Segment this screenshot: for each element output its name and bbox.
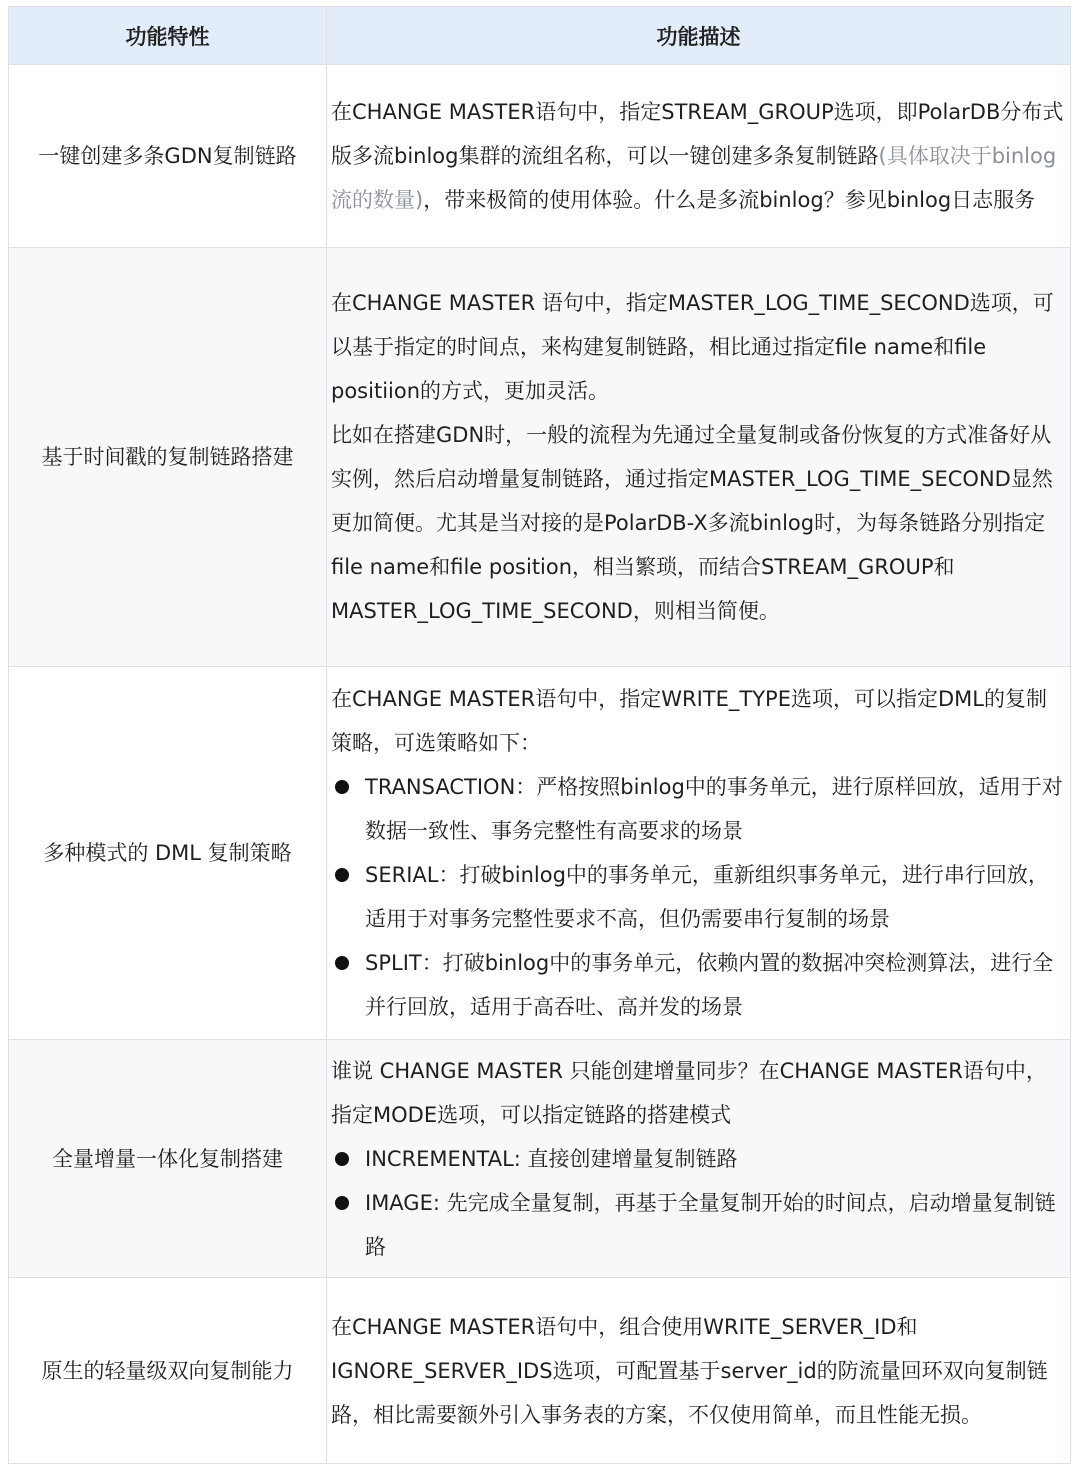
feature-description: 在CHANGE MASTER语句中，组合使用WRITE_SERVER_ID和IGNORE_SERVER_IDS选项，可配置基于server_id的防流量回环双向复制链路，相比需要额外引入事务表的方案，不仅使用简单，而且性能无损。 (327, 1278, 1071, 1464)
desc-intro: 谁说 CHANGE MASTER 只能创建增量同步？在CHANGE MASTER语句中，指定MODE选项，可以指定链路的搭建模式 (331, 1058, 1047, 1127)
bullet-icon (335, 1152, 349, 1166)
feature-name: 基于时间戳的复制链路搭建 (9, 248, 327, 667)
bullet-icon (335, 780, 349, 794)
header-description: 功能描述 (327, 7, 1071, 65)
feature-description (327, 667, 1071, 1040)
feature-name: 全量增量一体化复制搭建 (9, 1040, 327, 1278)
desc-paragraph: 在CHANGE MASTER 语句中，指定MASTER_LOG_TIME_SECOND选项，可以基于指定的时间点，来构建复制链路，相比通过指定file name和file positiion的方式，更加灵活。 (331, 291, 1054, 403)
desc-intro: 在CHANGE MASTER语句中，指定WRITE_TYPE选项，可以指定DML的复制策略，可选策略如下： (331, 687, 1047, 755)
list-item (331, 941, 1064, 1029)
feature-name: 原生的轻量级双向复制能力 (9, 1278, 327, 1464)
desc-note: (具体取决于binlog流的数量) (331, 144, 1057, 212)
bullet-icon (335, 1196, 349, 1210)
table-row (9, 1278, 1071, 1464)
list-item-text: IMAGE: 先完成全量复制，再基于全量复制开始的时间点，启动增量复制链路 (365, 1190, 1056, 1259)
bullet-icon (335, 956, 349, 970)
desc-paragraph: 比如在搭建GDN时，一般的流程为先通过全量复制或备份恢复的方式准备好从实例，然后启动增量复制链路，通过指定MASTER_LOG_TIME_SECOND显然更加简便。尤其是当对接的是PolarDB-X多流binlog时，为每条链路分别指定file name和file position，相当繁琐，而结合STREAM_GROUP和MASTER_LOG_TIME_SECOND，则相当简便。 (331, 423, 1053, 623)
desc-text: 在CHANGE MASTER语句中，指定STREAM_GROUP选项，即PolarDB分布式版多流binlog集群的流组名称，可以一键创建多条复制链路 (331, 100, 1064, 168)
desc-text: ，带来极简的使用体验。什么是多流binlog？参见binlog日志服务 (423, 188, 1036, 212)
feature-description (327, 65, 1071, 248)
list-item (331, 1137, 1064, 1181)
list-item-text: SPLIT：打破binlog中的事务单元，依赖内置的数据冲突检测算法，进行全并行回放，适用于高吞吐、高并发的场景 (365, 951, 1054, 1019)
table-row (9, 248, 1071, 667)
feature-description (327, 1040, 1071, 1278)
list-item (331, 1181, 1064, 1269)
feature-table (8, 6, 1071, 1464)
list-item-text: TRANSACTION：严格按照binlog中的事务单元，进行原样回放，适用于对数据一致性、事务完整性有高要求的场景 (365, 775, 1063, 843)
strategy-list (331, 765, 1064, 1029)
list-item-text: SERIAL：打破binlog中的事务单元，重新组织事务单元，进行串行回放，适用于对事务完整性要求不高，但仍需要串行复制的场景 (365, 863, 1049, 931)
table-row (9, 65, 1071, 248)
table-row (9, 667, 1071, 1040)
feature-name: 一键创建多条GDN复制链路 (9, 65, 327, 248)
list-item-text: INCREMENTAL: 直接创建增量复制链路 (365, 1146, 738, 1171)
feature-name: 多种模式的 DML 复制策略 (9, 667, 327, 1040)
list-item (331, 765, 1064, 853)
table-header-row (9, 7, 1071, 65)
header-feature: 功能特性 (9, 7, 327, 65)
feature-description (327, 248, 1071, 667)
bullet-icon (335, 868, 349, 882)
list-item (331, 853, 1064, 941)
table-row (9, 1040, 1071, 1278)
mode-list (331, 1137, 1064, 1269)
